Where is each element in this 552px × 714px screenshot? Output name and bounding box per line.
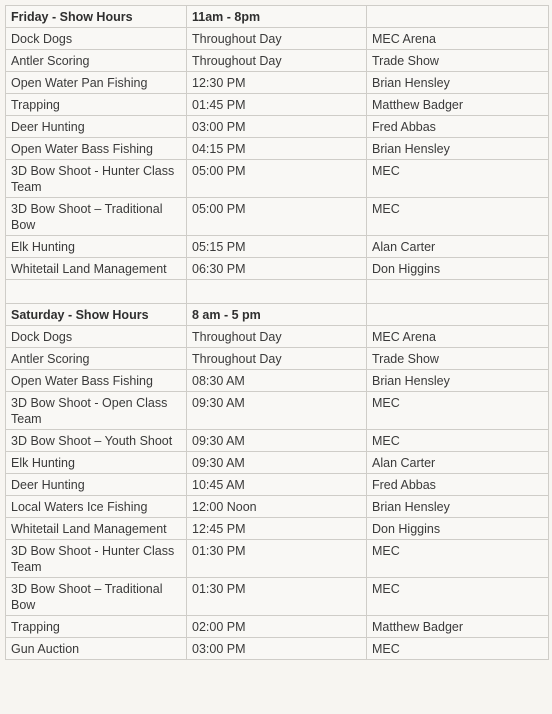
event-location: MEC — [367, 160, 549, 198]
table-row — [6, 258, 549, 280]
event-time: Throughout Day — [187, 28, 367, 50]
event-location: Brian Hensley — [367, 496, 549, 518]
event-name: Local Waters Ice Fishing — [6, 496, 187, 518]
event-location: MEC — [367, 638, 549, 660]
event-location: MEC — [367, 430, 549, 452]
event-name: Whitetail Land Management — [6, 518, 187, 540]
table-row — [6, 452, 549, 474]
event-location: MEC — [367, 540, 549, 578]
event-time: 01:45 PM — [187, 94, 367, 116]
event-time: 01:30 PM — [187, 578, 367, 616]
event-name: Gun Auction — [6, 638, 187, 660]
event-name: 3D Bow Shoot – Youth Shoot — [6, 430, 187, 452]
event-location: Don Higgins — [367, 518, 549, 540]
spacer-cell — [367, 280, 549, 304]
event-time: 12:45 PM — [187, 518, 367, 540]
event-location: Matthew Badger — [367, 616, 549, 638]
event-name: Deer Hunting — [6, 116, 187, 138]
event-time: 12:00 Noon — [187, 496, 367, 518]
table-row — [6, 578, 549, 616]
table-row — [6, 370, 549, 392]
event-location: MEC — [367, 198, 549, 236]
event-location: Trade Show — [367, 348, 549, 370]
event-location: Fred Abbas — [367, 474, 549, 496]
event-location: MEC Arena — [367, 28, 549, 50]
event-name: 3D Bow Shoot - Open Class Team — [6, 392, 187, 430]
table-row — [6, 348, 549, 370]
section-hours: 8 am - 5 pm — [187, 304, 367, 326]
table-row — [6, 638, 549, 660]
event-location: Fred Abbas — [367, 116, 549, 138]
section-header-row — [6, 6, 549, 28]
event-time: 01:30 PM — [187, 540, 367, 578]
event-time: 06:30 PM — [187, 258, 367, 280]
event-location: Matthew Badger — [367, 94, 549, 116]
table-row — [6, 518, 549, 540]
event-time: 09:30 AM — [187, 430, 367, 452]
section-header-row — [6, 304, 549, 326]
event-time: 03:00 PM — [187, 638, 367, 660]
event-time: 08:30 AM — [187, 370, 367, 392]
table-row — [6, 198, 549, 236]
table-row — [6, 160, 549, 198]
spacer-cell — [187, 280, 367, 304]
section-header-empty — [367, 304, 549, 326]
section-spacer-row — [6, 280, 549, 304]
table-row — [6, 474, 549, 496]
event-time: Throughout Day — [187, 326, 367, 348]
event-location: Brian Hensley — [367, 72, 549, 94]
event-time: 09:30 AM — [187, 452, 367, 474]
event-name: Antler Scoring — [6, 348, 187, 370]
table-row — [6, 616, 549, 638]
table-row — [6, 28, 549, 50]
section-hours: 11am - 8pm — [187, 6, 367, 28]
spacer-cell — [6, 280, 187, 304]
event-location: MEC Arena — [367, 326, 549, 348]
event-location: MEC — [367, 392, 549, 430]
event-name: Deer Hunting — [6, 474, 187, 496]
event-time: 10:45 AM — [187, 474, 367, 496]
table-row — [6, 94, 549, 116]
event-name: Open Water Pan Fishing — [6, 72, 187, 94]
table-row — [6, 496, 549, 518]
event-time: 12:30 PM — [187, 72, 367, 94]
table-row — [6, 138, 549, 160]
event-time: 03:00 PM — [187, 116, 367, 138]
table-row — [6, 430, 549, 452]
event-name: Whitetail Land Management — [6, 258, 187, 280]
table-row — [6, 392, 549, 430]
table-row — [6, 326, 549, 348]
table-row — [6, 540, 549, 578]
event-location: Brian Hensley — [367, 370, 549, 392]
table-row — [6, 116, 549, 138]
event-time: 05:15 PM — [187, 236, 367, 258]
event-time: Throughout Day — [187, 50, 367, 72]
section-title: Friday - Show Hours — [6, 6, 187, 28]
event-name: Elk Hunting — [6, 236, 187, 258]
schedule-body — [6, 6, 549, 660]
event-time: 09:30 AM — [187, 392, 367, 430]
event-time: Throughout Day — [187, 348, 367, 370]
event-location: Alan Carter — [367, 236, 549, 258]
event-location: Trade Show — [367, 50, 549, 72]
event-location: MEC — [367, 578, 549, 616]
event-name: 3D Bow Shoot – Traditional Bow — [6, 578, 187, 616]
event-location: Don Higgins — [367, 258, 549, 280]
event-name: Open Water Bass Fishing — [6, 138, 187, 160]
event-name: Dock Dogs — [6, 326, 187, 348]
event-time: 05:00 PM — [187, 198, 367, 236]
table-row — [6, 236, 549, 258]
event-time: 02:00 PM — [187, 616, 367, 638]
event-location: Brian Hensley — [367, 138, 549, 160]
event-time: 05:00 PM — [187, 160, 367, 198]
event-name: Trapping — [6, 94, 187, 116]
section-title: Saturday - Show Hours — [6, 304, 187, 326]
show-schedule-table — [5, 5, 549, 660]
event-name: 3D Bow Shoot - Hunter Class Team — [6, 160, 187, 198]
event-name: Trapping — [6, 616, 187, 638]
event-name: Open Water Bass Fishing — [6, 370, 187, 392]
event-name: Antler Scoring — [6, 50, 187, 72]
event-time: 04:15 PM — [187, 138, 367, 160]
section-header-empty — [367, 6, 549, 28]
event-name: Elk Hunting — [6, 452, 187, 474]
event-name: 3D Bow Shoot – Traditional Bow — [6, 198, 187, 236]
table-row — [6, 72, 549, 94]
event-name: Dock Dogs — [6, 28, 187, 50]
event-location: Alan Carter — [367, 452, 549, 474]
table-row — [6, 50, 549, 72]
event-name: 3D Bow Shoot - Hunter Class Team — [6, 540, 187, 578]
